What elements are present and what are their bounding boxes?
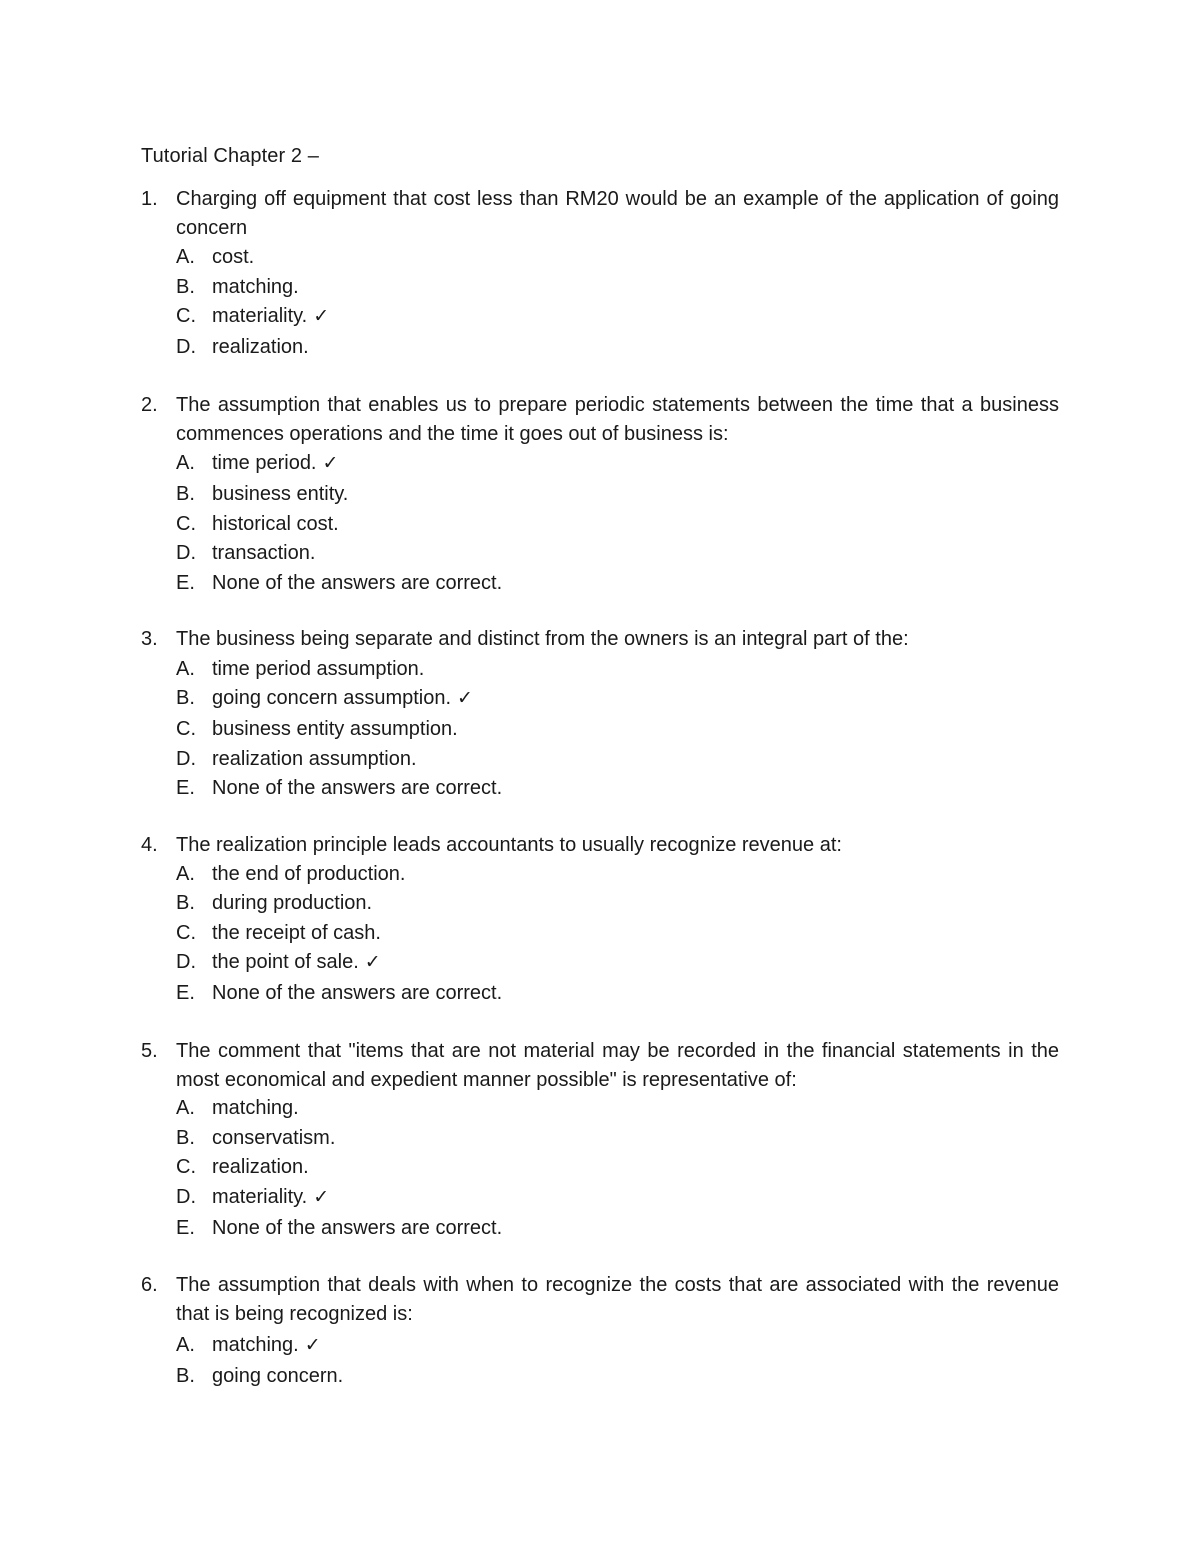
option-letter: C. — [176, 718, 196, 740]
question-3 — [141, 625, 1059, 804]
option-text: realization assumption. — [212, 747, 417, 770]
option-letter: D. — [176, 951, 196, 973]
option-letter: B. — [176, 1126, 195, 1149]
question-1 — [141, 185, 1059, 363]
question-text: Charging off equipment that cost less than RM20 would be an example of the application of going concern — [176, 188, 1059, 239]
answer-option — [176, 302, 1059, 333]
option-text: the receipt of cash. — [212, 921, 381, 944]
option-letter: C. — [176, 512, 196, 535]
checkmark-icon: ✓ — [322, 452, 339, 474]
answer-option — [176, 889, 1059, 919]
option-text: None of the answers are correct. — [212, 1216, 503, 1239]
checkmark-icon: ✓ — [313, 1185, 330, 1208]
question-number: 1. — [141, 188, 158, 210]
answer-option — [176, 1183, 1059, 1214]
option-letter: C. — [176, 1156, 196, 1178]
option-text: realization. — [212, 1156, 309, 1178]
answer-options — [176, 449, 1059, 598]
question-number: 2. — [141, 394, 158, 416]
question-text: The assumption that enables us to prepare periodic statements between the time that a business commences operations and the time it goes out of business is: — [176, 394, 1059, 445]
answer-option — [176, 715, 1059, 745]
answer-option — [176, 1094, 1059, 1124]
option-letter: D. — [176, 542, 196, 564]
option-letter: A. — [176, 862, 195, 885]
option-letter: B. — [176, 275, 195, 298]
question-number: 4. — [141, 834, 158, 856]
option-letter: B. — [176, 892, 195, 914]
question-5 — [141, 1037, 1059, 1243]
option-letter: D. — [176, 1185, 196, 1208]
answer-options — [176, 1331, 1059, 1392]
option-text: going concern. — [212, 1365, 344, 1387]
option-letter: C. — [176, 305, 196, 327]
option-letter: D. — [176, 747, 196, 770]
answer-option — [176, 569, 1059, 599]
option-letter: C. — [176, 921, 196, 944]
option-text: materiality. ✓ — [212, 305, 330, 327]
option-text: conservatism. — [212, 1126, 336, 1149]
option-letter: A. — [176, 246, 195, 268]
option-letter: E. — [176, 777, 195, 799]
option-letter: B. — [176, 687, 195, 709]
answer-options — [176, 243, 1059, 363]
answer-option — [176, 774, 1059, 804]
option-letter: A. — [176, 657, 195, 680]
option-text: None of the answers are correct. — [212, 982, 503, 1004]
answer-option — [176, 979, 1059, 1009]
option-letter: B. — [176, 483, 195, 505]
option-text: materiality. ✓ — [212, 1185, 330, 1208]
answer-option — [176, 1153, 1059, 1183]
answer-option — [176, 1362, 1059, 1392]
option-letter: A. — [176, 1097, 195, 1119]
option-text: matching. — [212, 275, 299, 298]
option-letter: E. — [176, 1216, 195, 1239]
option-text: time period. ✓ — [212, 452, 339, 474]
option-text: matching. ✓ — [212, 1334, 321, 1356]
option-text: None of the answers are correct. — [212, 571, 503, 594]
option-text: business entity assumption. — [212, 718, 458, 740]
answer-option — [176, 684, 1059, 715]
checkmark-icon: ✓ — [364, 951, 381, 973]
option-text: cost. — [212, 246, 255, 268]
answer-option — [176, 333, 1059, 363]
option-text: time period assumption. — [212, 657, 425, 680]
answer-options — [176, 860, 1059, 1009]
question-text: The comment that "items that are not material may be recorded in the financial statements in the most economical and expedient manner possible" is representative of: — [176, 1040, 1059, 1091]
option-letter: E. — [176, 982, 195, 1004]
answer-option — [176, 539, 1059, 569]
answer-option — [176, 948, 1059, 979]
page-title: Tutorial Chapter 2 – — [141, 145, 320, 167]
answer-option — [176, 1124, 1059, 1154]
option-letter: A. — [176, 452, 195, 474]
question-number: 6. — [141, 1274, 158, 1296]
question-6 — [141, 1271, 1059, 1392]
answer-options — [176, 655, 1059, 804]
option-letter: A. — [176, 1334, 195, 1356]
checkmark-icon: ✓ — [313, 305, 330, 327]
answer-option — [176, 1331, 1059, 1362]
option-letter: E. — [176, 571, 195, 594]
option-text: the point of sale. ✓ — [212, 951, 381, 973]
option-text: realization. — [212, 336, 309, 358]
question-text: The business being separate and distinct from the owners is an integral part of the: — [176, 628, 909, 650]
option-text: the end of production. — [212, 862, 406, 885]
checkmark-icon: ✓ — [457, 687, 473, 709]
answer-option — [176, 273, 1059, 303]
question-4 — [141, 831, 1059, 1009]
answer-options — [176, 1094, 1059, 1243]
question-number: 3. — [141, 628, 158, 650]
answer-option — [176, 860, 1059, 890]
checkmark-icon: ✓ — [304, 1334, 321, 1356]
option-text: during production. — [212, 892, 373, 914]
option-letter: B. — [176, 1365, 195, 1387]
answer-option — [176, 480, 1059, 510]
answer-option — [176, 510, 1059, 540]
question-text: The assumption that deals with when to recognize the costs that are associated with the revenue that is being recognized is: — [176, 1274, 1059, 1325]
answer-option — [176, 655, 1059, 685]
answer-option — [176, 745, 1059, 775]
option-text: transaction. — [212, 542, 316, 564]
option-text: None of the answers are correct. — [212, 777, 503, 799]
question-2 — [141, 391, 1059, 598]
answer-option — [176, 449, 1059, 480]
option-text: historical cost. — [212, 512, 339, 535]
option-text: going concern assumption. ✓ — [212, 687, 473, 709]
question-number: 5. — [141, 1040, 158, 1062]
option-letter: D. — [176, 336, 196, 358]
answer-option — [176, 919, 1059, 949]
option-text: business entity. — [212, 483, 349, 505]
option-text: matching. — [212, 1097, 299, 1119]
answer-option — [176, 1214, 1059, 1244]
answer-option — [176, 243, 1059, 273]
question-text: The realization principle leads accountants to usually recognize revenue at: — [176, 834, 842, 856]
